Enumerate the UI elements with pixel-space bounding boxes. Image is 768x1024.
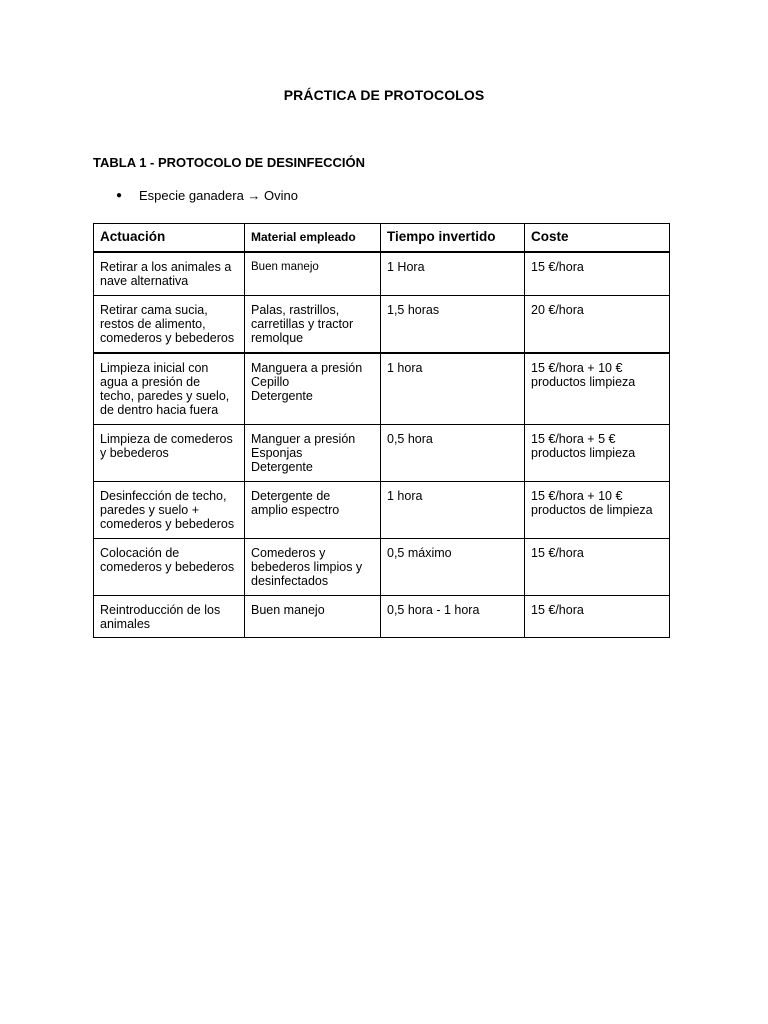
cell-material (245, 482, 381, 539)
header-material: Material empleado (245, 224, 381, 253)
cell-text-line: 0,5 hora - 1 hora (387, 603, 480, 617)
cell-text-line: comederos y bebederos (100, 331, 235, 345)
cell-tiempo (381, 425, 525, 482)
cell-text-line: 1 hora (387, 361, 423, 375)
cell-text-line: de dentro hacia fuera (100, 403, 219, 417)
cell-text-line: Detergente de (251, 489, 331, 503)
table-row (94, 482, 670, 539)
table-row (94, 252, 670, 296)
cell-tiempo (381, 596, 525, 638)
cell-text-line: productos de limpieza (531, 503, 653, 517)
cell-text-line: y bebederos (100, 446, 169, 460)
table-row (94, 353, 670, 425)
cell-text-line: productos limpieza (531, 446, 636, 460)
cell-text-line: Esponjas (251, 446, 303, 460)
cell-text-line: carretillas y tractor (251, 317, 354, 331)
cell-text-line: 20 €/hora (531, 303, 584, 317)
cell-text-line: Manguera a presión (251, 361, 363, 375)
cell-material (245, 353, 381, 425)
table-body (94, 252, 670, 638)
cell-text-line: nave alternativa (100, 274, 189, 288)
table-row (94, 539, 670, 596)
section-heading: TABLA 1 - PROTOCOLO DE DESINFECCIÓN (93, 155, 366, 170)
cell-tiempo (381, 482, 525, 539)
cell-text-line: 1 Hora (387, 260, 425, 274)
bullet-list-item (116, 188, 298, 203)
cell-text-line: 15 €/hora (531, 603, 584, 617)
cell-text-line: restos de alimento, (100, 317, 206, 331)
cell-text-line: Reintroducción de los (100, 603, 221, 617)
cell-coste (525, 482, 670, 539)
cell-text-line: 1,5 horas (387, 303, 440, 317)
cell-actuacion (94, 353, 245, 425)
cell-tiempo (381, 539, 525, 596)
cell-coste (525, 252, 670, 296)
cell-text-line: remolque (251, 331, 304, 345)
cell-material (245, 425, 381, 482)
cell-text-line: comederos y bebederos (100, 560, 235, 574)
table-header-row (94, 224, 670, 253)
cell-text-line: Comederos y (251, 546, 326, 560)
cell-material (245, 596, 381, 638)
cell-text-line: 15 €/hora (531, 546, 584, 560)
cell-text-line: Palas, rastrillos, (251, 303, 340, 317)
cell-material (245, 296, 381, 354)
cell-text-line: Limpieza inicial con (100, 361, 209, 375)
cell-coste (525, 353, 670, 425)
table-row (94, 296, 670, 354)
cell-actuacion (94, 596, 245, 638)
cell-text-line: Detergente (251, 460, 313, 474)
cell-coste (525, 296, 670, 354)
cell-actuacion (94, 425, 245, 482)
cell-text-line: Retirar a los animales a (100, 260, 232, 274)
cell-text-line: 0,5 máximo (387, 546, 452, 560)
cell-coste (525, 539, 670, 596)
cell-text-line: Buen manejo (251, 603, 325, 617)
cell-text-line: agua a presión de (100, 375, 201, 389)
header-actuacion: Actuación (94, 224, 245, 253)
cell-actuacion (94, 296, 245, 354)
cell-text-line: 15 €/hora + 10 € (531, 361, 623, 375)
cell-text-line: techo, paredes y suelo, (100, 389, 230, 403)
cell-actuacion (94, 482, 245, 539)
header-coste: Coste (525, 224, 670, 253)
cell-text-line: desinfectados (251, 574, 329, 588)
cell-text-line: Colocación de (100, 546, 180, 560)
header-tiempo: Tiempo invertido (381, 224, 525, 253)
cell-material (245, 539, 381, 596)
cell-text-line: animales (100, 617, 151, 631)
cell-actuacion (94, 539, 245, 596)
cell-text-line: 1 hora (387, 489, 423, 503)
cell-text-line: Buen manejo (251, 261, 319, 273)
bullet-dot-icon: ● (116, 190, 123, 201)
cell-text-line: productos limpieza (531, 375, 636, 389)
cell-text-line: Cepillo (251, 375, 290, 389)
cell-text-line: Retirar cama sucia, (100, 303, 208, 317)
cell-text-line: Detergente (251, 389, 313, 403)
cell-text-line: Desinfección de techo, (100, 489, 227, 503)
table-row (94, 596, 670, 638)
cell-text-line: Limpieza de comederos (100, 432, 233, 446)
cell-text-line: 15 €/hora + 5 € (531, 432, 616, 446)
cell-text-line: 15 €/hora (531, 260, 584, 274)
cell-text-line: amplio espectro (251, 503, 340, 517)
cell-text-line: bebederos limpios y (251, 560, 363, 574)
cell-text-line: paredes y suelo + (100, 503, 200, 517)
cell-coste (525, 596, 670, 638)
cell-coste (525, 425, 670, 482)
cell-text-line: 0,5 hora (387, 432, 433, 446)
cell-tiempo (381, 252, 525, 296)
table-row (94, 425, 670, 482)
document-title: PRÁCTICA DE PROTOCOLOS (283, 87, 485, 103)
cell-text-line: 15 €/hora + 10 € (531, 489, 623, 503)
cell-material (245, 252, 381, 296)
cell-tiempo (381, 353, 525, 425)
cell-text-line: Manguer a presión (251, 432, 356, 446)
cell-actuacion (94, 252, 245, 296)
bullet-text: Especie ganadera → Ovino (139, 188, 298, 203)
protocol-table (93, 223, 670, 638)
cell-tiempo (381, 296, 525, 354)
cell-text-line: comederos y bebederos (100, 517, 235, 531)
